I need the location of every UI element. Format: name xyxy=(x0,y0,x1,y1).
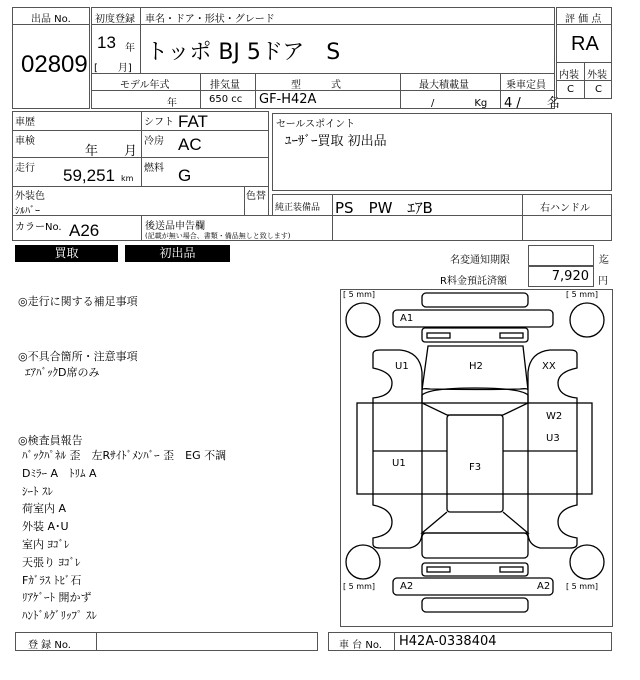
inspector-title: ◎検査員報告 xyxy=(18,434,83,447)
tread-fr: [ 5 mm] xyxy=(566,290,599,299)
model-year-unit: 年 xyxy=(167,98,177,109)
model-year-label: モデル年式 xyxy=(120,80,170,91)
headlight-left xyxy=(427,333,450,338)
recycle-value: 7,920 xyxy=(551,269,589,284)
car-name: トッポ BJ 5ドア S xyxy=(146,40,341,65)
ac: AC xyxy=(178,135,202,154)
recycle-label: R料金預託済額 xyxy=(440,276,507,287)
color-no-label: カラーNo. xyxy=(15,222,62,233)
color-label: 外装色 xyxy=(15,191,45,202)
inspector-item: ﾘｱｹﾞｰﾄ 開かず xyxy=(22,591,92,605)
mileage-label: 走行 xyxy=(15,163,35,174)
headlight-right xyxy=(500,333,523,338)
mark-right-front-fender: XX xyxy=(542,361,556,372)
chassis-no: H42A-0338404 xyxy=(399,634,497,649)
inspection-label: 車検 xyxy=(15,136,35,147)
chassis-label-cell xyxy=(328,632,395,651)
wheel-fl xyxy=(346,303,380,337)
defect-item: ｴｱﾊﾞｯｸD席のみ xyxy=(25,366,100,379)
first-reg-year: 13 xyxy=(97,33,116,52)
fender-fl xyxy=(373,350,422,403)
mark-roof: F3 xyxy=(469,462,482,473)
color-change-label: 色替 xyxy=(246,191,266,202)
lot-no-label: 出品 No. xyxy=(31,14,71,25)
reg-no-cell xyxy=(96,632,318,651)
color-no: A26 xyxy=(69,221,100,240)
shift: FAT xyxy=(178,112,208,131)
grille xyxy=(422,328,528,342)
interior-grade: C xyxy=(567,84,574,95)
ac-label: 冷房 xyxy=(144,136,164,147)
chassis-cell xyxy=(394,632,612,651)
history-label: 車歴 xyxy=(15,117,35,128)
first-reg-label: 初度登録 xyxy=(95,14,135,25)
wheel-rl xyxy=(346,545,380,579)
chassis-label: 車 台 No. xyxy=(339,640,382,651)
interior-label: 内装 xyxy=(559,70,579,81)
windshield xyxy=(422,388,528,415)
later-items-note: (記載が無い場合、書類・備品無しと致します) xyxy=(145,232,291,240)
front-bumper xyxy=(393,310,553,327)
fuel-label: 燃料 xyxy=(144,163,164,174)
equipment-label: 純正装備品 xyxy=(275,203,321,213)
name-change-label: 名変通知期限 xyxy=(450,255,510,266)
inspector-item: Fｶﾞﾗｽ ﾄﾋﾞ石 xyxy=(22,573,82,587)
inspector-item: 外装 A･U xyxy=(22,520,69,534)
inspector-item: Dﾐﾗｰ A ﾄﾘﾑ A xyxy=(22,466,97,480)
model-type: GF-H42A xyxy=(259,92,317,107)
driving-notes-title: ◎走行に関する補足事項 xyxy=(18,295,138,308)
inspector-item: 天張り ﾖｺﾞﾚ xyxy=(22,555,81,569)
exterior-grade: C xyxy=(595,84,602,95)
mark-left-front-fender: U1 xyxy=(395,361,409,372)
inspection: 年 月 xyxy=(85,144,138,159)
inspector-item: 荷室内 A xyxy=(22,502,67,516)
mark-left-rear: U1 xyxy=(392,458,406,469)
max-load: / Kg xyxy=(431,98,488,109)
capacity: 4 / 名 xyxy=(504,96,560,111)
displacement: 650 cc xyxy=(209,94,243,105)
inspector-item: 室内 ﾖｺﾞﾚ xyxy=(22,537,70,551)
score: RA xyxy=(571,33,599,55)
rear-bumper xyxy=(393,578,553,595)
name-change-suffix: 迄 xyxy=(599,255,609,266)
badge-buyback: 買取 xyxy=(15,245,118,262)
capacity-label: 乗車定員 xyxy=(506,80,546,91)
shift-label: シフト xyxy=(144,117,174,128)
mileage: 59,251 xyxy=(63,166,115,185)
displacement-label: 排気量 xyxy=(210,80,240,91)
quarter-rl xyxy=(373,494,422,548)
sales-point: ﾕｰｻﾞｰ買取 初出品 xyxy=(285,134,387,149)
back-door xyxy=(422,533,528,558)
mileage-unit: km xyxy=(121,174,134,183)
fender-fr xyxy=(528,350,577,403)
exterior-label: 外装 xyxy=(587,70,607,81)
defects-title: ◎不具合箇所・注意事項 xyxy=(18,350,138,363)
badge-first-listing: 初出品 xyxy=(125,245,230,262)
inspector-item: ﾊﾝﾄﾞﾙｸﾞﾘｯﾌﾟ ｽﾚ xyxy=(22,609,97,623)
taillight-left xyxy=(427,567,450,572)
type-label: 型 式 xyxy=(291,80,341,91)
mark-rear-bumper-right: A2 xyxy=(537,581,551,592)
steering: 右ハンドル xyxy=(540,203,590,214)
mark-hood: H2 xyxy=(469,361,483,372)
reg-no-label: 登 録 No. xyxy=(28,640,71,651)
inspector-item: ﾊﾞｯｸﾊﾟﾈﾙ 歪 左Rｻｲﾄﾞﾒﾝﾊﾞｰ 歪 EG 不調 xyxy=(22,449,227,462)
wheel-fr xyxy=(570,303,604,337)
rear-bumper-lower xyxy=(422,598,528,612)
tread-fl: [ 5 mm] xyxy=(343,290,376,299)
lot-no: 02809 xyxy=(21,51,88,78)
max-load-label: 最大積載量 xyxy=(419,80,469,91)
rear-panel xyxy=(422,563,528,576)
year-unit: 年 xyxy=(125,43,135,54)
later-items-label: 後送品申告欄 xyxy=(145,221,205,232)
recycle-unit: 円 xyxy=(598,276,608,287)
sales-point-label: セールスポイント xyxy=(276,119,356,130)
equipment: PS PW ｴｱB xyxy=(335,199,433,217)
front-bumper-upper xyxy=(422,293,528,307)
wheel-rr xyxy=(570,545,604,579)
taillight-right xyxy=(500,567,523,572)
score-label: 評 価 点 xyxy=(565,14,602,25)
car-name-label: 車名・ドア・形状・グレード xyxy=(145,14,275,25)
mark-right-door: W2 xyxy=(546,411,563,422)
mark-rear-bumper-left: A2 xyxy=(400,581,414,592)
fuel: G xyxy=(178,166,192,185)
quarter-rr xyxy=(528,494,577,548)
tread-rl: [ 5 mm] xyxy=(343,582,376,591)
first-reg-month: [ 月] xyxy=(94,63,132,74)
mark-front-bumper: A1 xyxy=(400,313,414,324)
reg-no-label-cell xyxy=(15,632,97,651)
mark-right-door-2: U3 xyxy=(546,433,560,444)
rear-glass xyxy=(422,512,528,533)
inspector-item: ｼｰﾄ ｽﾚ xyxy=(22,484,53,498)
tread-rr: [ 5 mm] xyxy=(566,582,599,591)
color: ｼﾙﾊﾞｰ xyxy=(15,206,40,217)
